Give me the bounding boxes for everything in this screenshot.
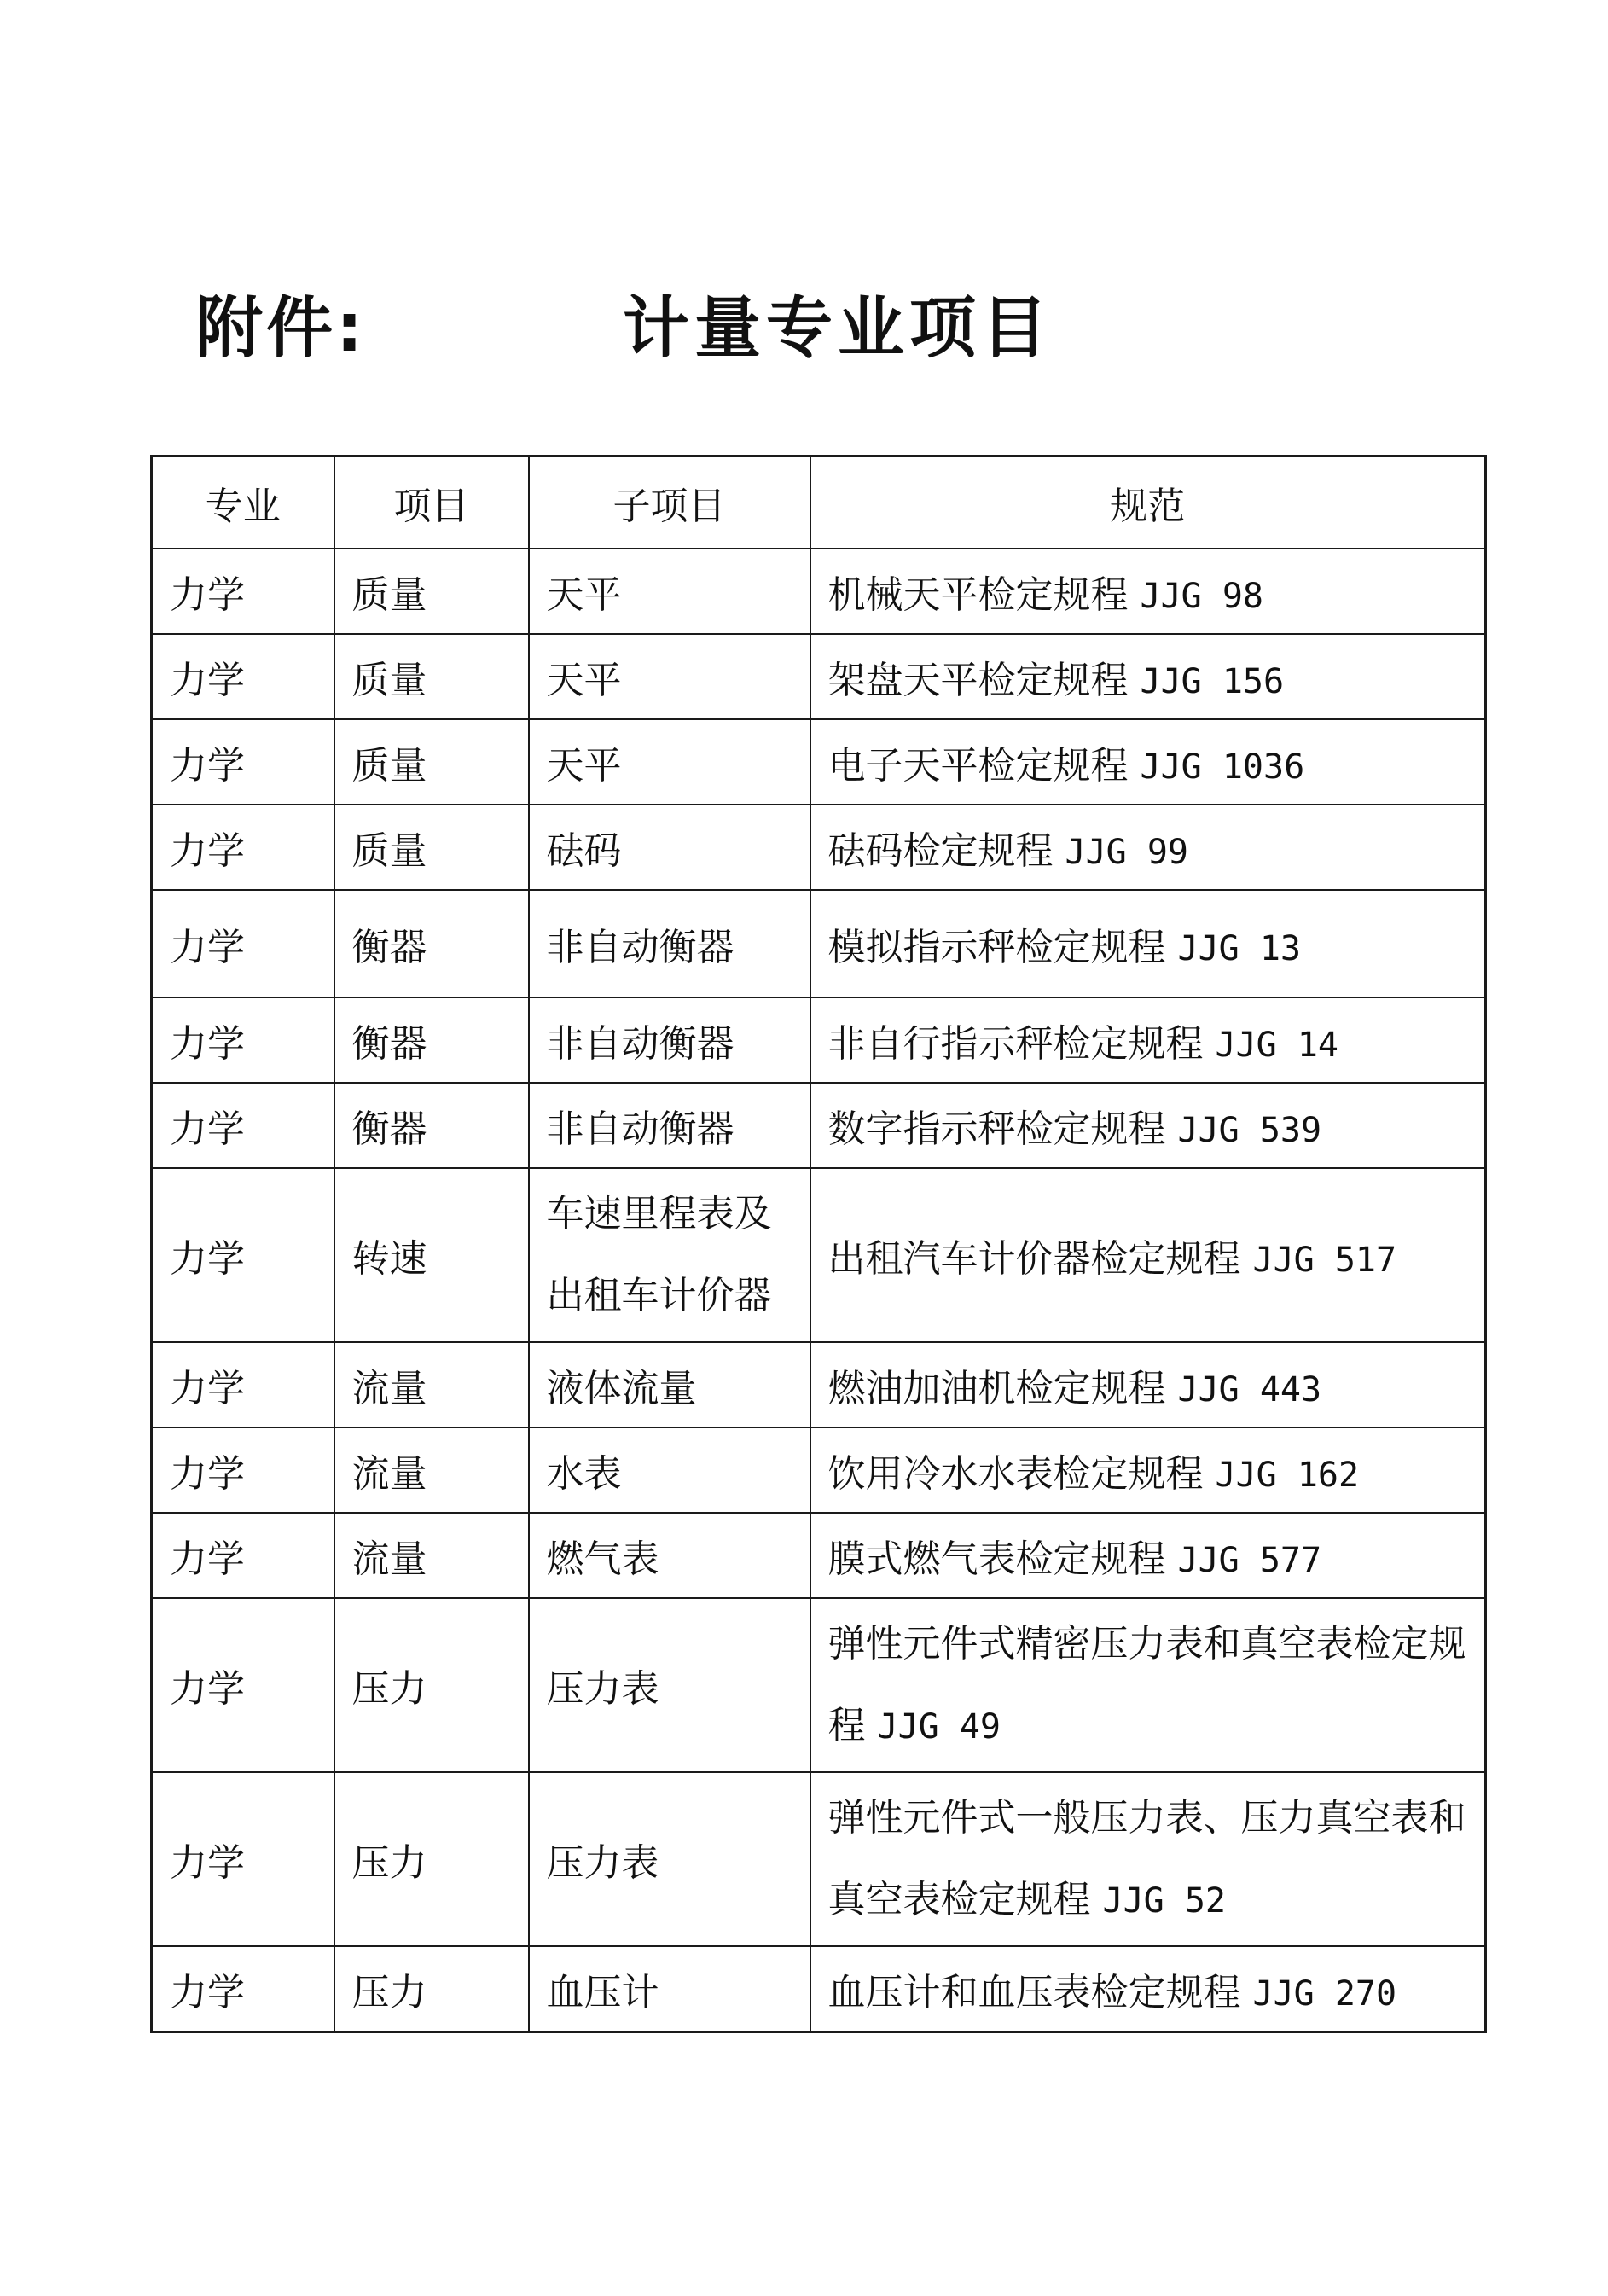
spec-code: JJG 99	[1065, 833, 1188, 872]
cell-spec	[810, 1513, 1486, 1598]
spec-name: 出租汽车计价器检定规程	[827, 1237, 1241, 1281]
cell-item: 衡器	[334, 1083, 529, 1168]
table-header-row	[152, 456, 1486, 549]
cell-major: 力学	[152, 1083, 334, 1168]
spec-code: JJG 52	[1102, 1880, 1226, 1921]
table-row	[152, 1772, 1486, 1946]
spec-code: JJG 577	[1177, 1541, 1322, 1580]
cell-subitem: 车速里程表及出租车计价器	[529, 1168, 810, 1342]
cell-major: 力学	[152, 1427, 334, 1513]
cell-major: 力学	[152, 549, 334, 634]
table-row	[152, 634, 1486, 719]
cell-spec	[810, 1342, 1486, 1427]
cell-spec	[810, 1083, 1486, 1168]
cell-item: 质量	[334, 719, 529, 805]
cell-subitem: 血压计	[529, 1946, 810, 2032]
spec-code: JJG 98	[1140, 577, 1263, 616]
cell-item: 转速	[334, 1168, 529, 1342]
spec-name: 架盘天平检定规程	[827, 659, 1129, 702]
cell-subitem: 水表	[529, 1427, 810, 1513]
cell-item: 衡器	[334, 997, 529, 1083]
attachment-label: 附件:	[196, 290, 367, 367]
cell-spec	[810, 805, 1486, 890]
cell-major: 力学	[152, 719, 334, 805]
table-row	[152, 805, 1486, 890]
spec-code: JJG 162	[1215, 1456, 1360, 1495]
cell-major: 力学	[152, 1342, 334, 1427]
cell-subitem: 天平	[529, 719, 810, 805]
spec-name: 模拟指示秤检定规程	[827, 926, 1166, 969]
table-row	[152, 549, 1486, 634]
page-title: 计量专业项目	[623, 290, 1054, 367]
table-container	[150, 455, 1484, 2033]
table-row	[152, 719, 1486, 805]
spec-name: 机械天平检定规程	[827, 573, 1129, 617]
spec-name: 砝码检定规程	[827, 829, 1054, 873]
table-row	[152, 1342, 1486, 1427]
cell-major: 力学	[152, 805, 334, 890]
spec-name: 数字指示秤检定规程	[827, 1107, 1166, 1151]
cell-major: 力学	[152, 1598, 334, 1772]
cell-major: 力学	[152, 1168, 334, 1342]
table-row	[152, 997, 1486, 1083]
cell-spec	[810, 890, 1486, 997]
spec-code: JJG 14	[1215, 1026, 1338, 1065]
cell-item: 压力	[334, 1772, 529, 1946]
table-row	[152, 1083, 1486, 1168]
cell-spec	[810, 1427, 1486, 1513]
spec-code: JJG 270	[1252, 1973, 1397, 2014]
spec-code: JJG 1036	[1140, 747, 1305, 787]
spec-name: 燃油加油机检定规程	[827, 1367, 1166, 1410]
cell-subitem: 燃气表	[529, 1513, 810, 1598]
table-row	[152, 1946, 1486, 2032]
table-row	[152, 890, 1486, 997]
cell-spec	[810, 1946, 1486, 2032]
metrology-items-table	[150, 455, 1487, 2033]
cell-subitem: 液体流量	[529, 1342, 810, 1427]
cell-item: 衡器	[334, 890, 529, 997]
cell-spec	[810, 549, 1486, 634]
cell-item: 质量	[334, 805, 529, 890]
cell-major: 力学	[152, 890, 334, 997]
cell-spec	[810, 1772, 1486, 1946]
spec-name: 饮用冷水水表检定规程	[827, 1452, 1204, 1496]
cell-subitem: 非自动衡器	[529, 1083, 810, 1168]
cell-item: 压力	[334, 1946, 529, 2032]
header-spec: 规范	[810, 456, 1486, 549]
cell-item: 压力	[334, 1598, 529, 1772]
cell-subitem: 压力表	[529, 1772, 810, 1946]
cell-subitem: 天平	[529, 549, 810, 634]
cell-major: 力学	[152, 1946, 334, 2032]
table-row	[152, 1427, 1486, 1513]
table-row	[152, 1513, 1486, 1598]
cell-item: 质量	[334, 549, 529, 634]
cell-subitem: 砝码	[529, 805, 810, 890]
spec-name: 非自行指示秤检定规程	[827, 1022, 1204, 1066]
spec-code: JJG 156	[1140, 662, 1285, 701]
spec-name: 弹性元件式精密压力表和真空表检定规程	[827, 1621, 1466, 1747]
cell-major: 力学	[152, 1772, 334, 1946]
spec-name: 血压计和血压表检定规程	[827, 1970, 1241, 2014]
header-item: 项目	[334, 456, 529, 549]
title-row	[196, 282, 1476, 375]
cell-item: 流量	[334, 1427, 529, 1513]
cell-spec	[810, 997, 1486, 1083]
spec-name: 弹性元件式一般压力表、压力真空表和真空表检定规程	[827, 1795, 1466, 1921]
spec-code: JJG 517	[1252, 1241, 1397, 1280]
cell-major: 力学	[152, 634, 334, 719]
cell-major: 力学	[152, 1513, 334, 1598]
cell-item: 流量	[334, 1513, 529, 1598]
cell-subitem: 非自动衡器	[529, 890, 810, 997]
spec-code: JJG 13	[1177, 929, 1301, 968]
spec-code: JJG 49	[877, 1706, 1001, 1747]
cell-item: 流量	[334, 1342, 529, 1427]
spec-name: 电子天平检定规程	[827, 744, 1129, 788]
cell-spec	[810, 1598, 1486, 1772]
header-subitem: 子项目	[529, 456, 810, 549]
cell-spec	[810, 634, 1486, 719]
spec-name: 膜式燃气表检定规程	[827, 1537, 1166, 1581]
table-row	[152, 1168, 1486, 1342]
header-major: 专业	[152, 456, 334, 549]
cell-major: 力学	[152, 997, 334, 1083]
cell-spec	[810, 1168, 1486, 1342]
spec-code: JJG 539	[1177, 1111, 1322, 1150]
cell-subitem: 压力表	[529, 1598, 810, 1772]
table-row	[152, 1598, 1486, 1772]
cell-subitem: 非自动衡器	[529, 997, 810, 1083]
cell-subitem: 天平	[529, 634, 810, 719]
cell-item: 质量	[334, 634, 529, 719]
spec-code: JJG 443	[1177, 1370, 1322, 1410]
cell-spec	[810, 719, 1486, 805]
